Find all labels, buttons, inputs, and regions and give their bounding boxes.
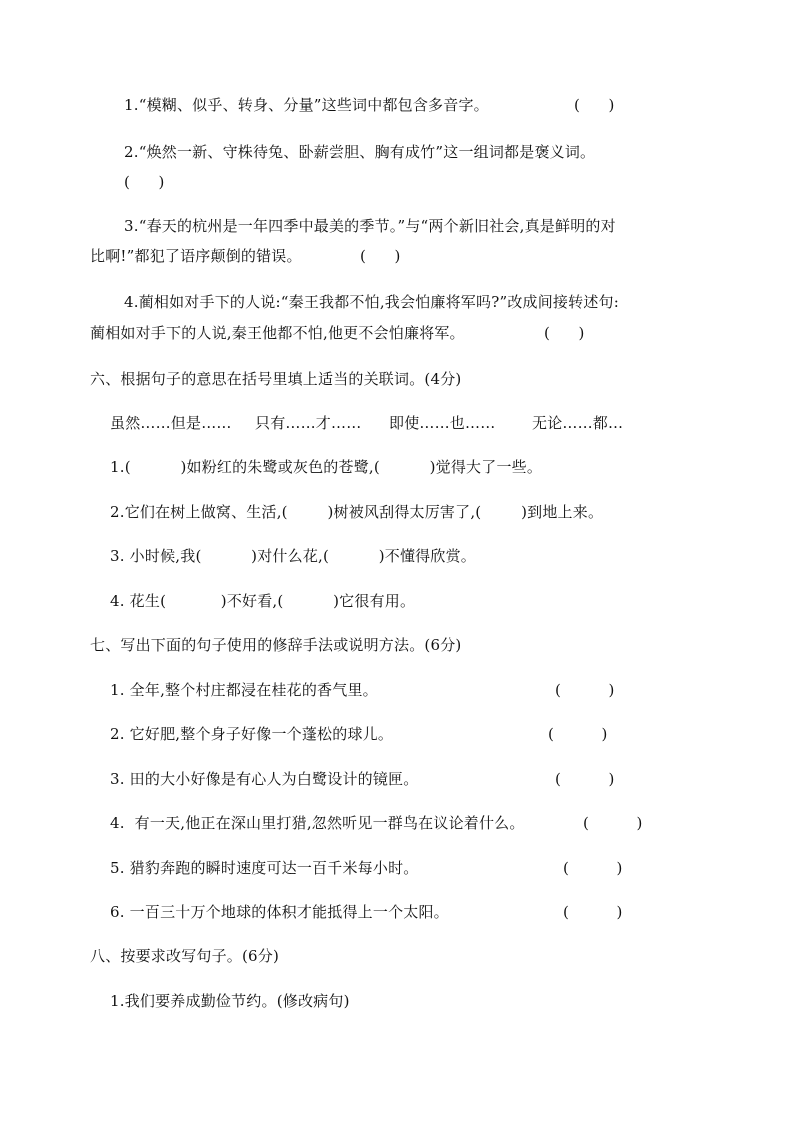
conjunction-option-3: 即使……也…… xyxy=(389,414,496,432)
judge-item-2: 2.“焕然一新、守株待兔、卧薪尝胆、胸有成竹”这一组词都是褒义词。 xyxy=(124,143,596,161)
judge-item-4-cont: 蔺相如对手下的人说,秦王他都不怕,他更不会怕廉将军。 xyxy=(90,324,465,342)
fill-item-3[interactable]: 3. 小时候,我( )对什么花,( )不懂得欣赏。 xyxy=(110,547,476,565)
rhetoric-paren-6[interactable]: ( ) xyxy=(563,903,623,921)
rhetoric-paren-2[interactable]: ( ) xyxy=(548,725,608,743)
conjunction-option-2: 只有……才…… xyxy=(255,414,362,432)
conjunction-option-4: 无论……都… xyxy=(532,414,624,432)
answer-paren-3[interactable]: ( ) xyxy=(360,247,401,265)
fill-item-1[interactable]: 1.( )如粉红的朱鹭或灰色的苍鹭,( )觉得大了一些。 xyxy=(110,458,543,476)
rhetoric-item-1: 1. 全年,整个村庄都浸在桂花的香气里。 xyxy=(110,681,378,699)
rhetoric-paren-5[interactable]: ( ) xyxy=(563,859,623,877)
rhetoric-item-6: 6. 一百三十万个地球的体积才能抵得上一个太阳。 xyxy=(110,903,449,921)
rhetoric-paren-3[interactable]: ( ) xyxy=(555,770,615,788)
judge-item-3: 3.“春天的杭州是一年四季中最美的季节。”与“两个新旧社会,真是鲜明的对 xyxy=(124,217,616,235)
section-7-title: 七、写出下面的句子使用的修辞手法或说明方法。(6分) xyxy=(90,636,462,654)
answer-paren-2[interactable]: ( ) xyxy=(124,173,165,191)
fill-item-4[interactable]: 4. 花生( )不好看,( )它很有用。 xyxy=(110,592,416,610)
judge-item-1: 1.“模糊、似乎、转身、分量”这些词中都包含多音字。 xyxy=(124,96,489,114)
fill-item-2[interactable]: 2.它们在树上做窝、生活,( )树被风刮得太厉害了,( )到地上来。 xyxy=(110,503,604,521)
rhetoric-paren-1[interactable]: ( ) xyxy=(555,681,615,699)
rhetoric-item-2: 2. 它好肥,整个身子好像一个蓬松的球儿。 xyxy=(110,725,394,743)
rhetoric-item-3: 3. 田的大小好像是有心人为白鹭设计的镜匣。 xyxy=(110,770,419,788)
answer-paren-4[interactable]: ( ) xyxy=(544,324,585,342)
rhetoric-item-5: 5. 猎豹奔跑的瞬时速度可达一百千米每小时。 xyxy=(110,859,419,877)
judge-item-3-cont: 比啊!”都犯了语序颠倒的错误。 xyxy=(90,247,302,265)
rewrite-item-1: 1.我们要养成勤俭节约。(修改病句) xyxy=(110,992,350,1010)
answer-paren-1[interactable]: ( ) xyxy=(574,96,615,114)
rhetoric-paren-4[interactable]: ( ) xyxy=(583,814,643,832)
section-8-title: 八、按要求改写句子。(6分) xyxy=(90,947,280,965)
section-6-title: 六、根据句子的意思在括号里填上适当的关联词。(4分) xyxy=(90,370,462,388)
conjunction-option-1: 虽然……但是…… xyxy=(110,414,232,432)
judge-item-4: 4.蔺相如对手下的人说:“秦王我都不怕,我会怕廉将军吗?”改成间接转述句: xyxy=(124,293,619,311)
rhetoric-item-4: 4. 有一天,他正在深山里打猎,忽然听见一群鸟在议论着什么。 xyxy=(110,814,525,832)
